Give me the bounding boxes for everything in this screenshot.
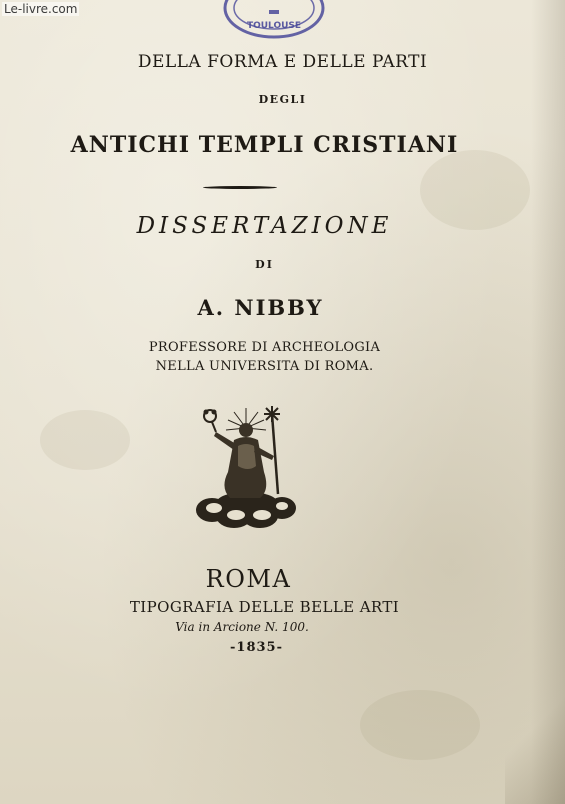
imprint-address: Via in Arcione N. 100. xyxy=(175,620,309,634)
allegorical-figure-icon xyxy=(190,402,300,532)
author-name: A. NIBBY xyxy=(197,295,324,320)
library-stamp xyxy=(222,0,326,40)
main-title: ANTICHI TEMPLI CRISTIANI xyxy=(70,132,459,158)
divider-rule xyxy=(203,186,277,189)
imprint-year: -1835- xyxy=(230,640,283,655)
title-line-1: DELLA FORMA E DELLE PARTI xyxy=(137,52,428,72)
author-role-line-1: PROFESSORE DI ARCHEOLOGIA xyxy=(148,340,381,355)
watermark: Le-livre.com xyxy=(4,2,78,16)
paper-stain xyxy=(360,690,480,760)
imprint-printer: TIPOGRAFIA DELLE BELLE ARTI xyxy=(129,598,400,616)
imprint-city: ROMA xyxy=(205,565,292,593)
stamp-text: TOULOUSE xyxy=(246,21,302,31)
subtitle-kind: DISSERTAZIONE xyxy=(136,213,393,239)
paper-stain xyxy=(40,410,130,470)
torn-corner xyxy=(505,684,565,804)
title-line-2: DEGLI xyxy=(258,93,307,106)
author-role-line-2: NELLA UNIVERSITA DI ROMA. xyxy=(155,359,374,374)
subtitle-by: DI xyxy=(255,258,274,271)
